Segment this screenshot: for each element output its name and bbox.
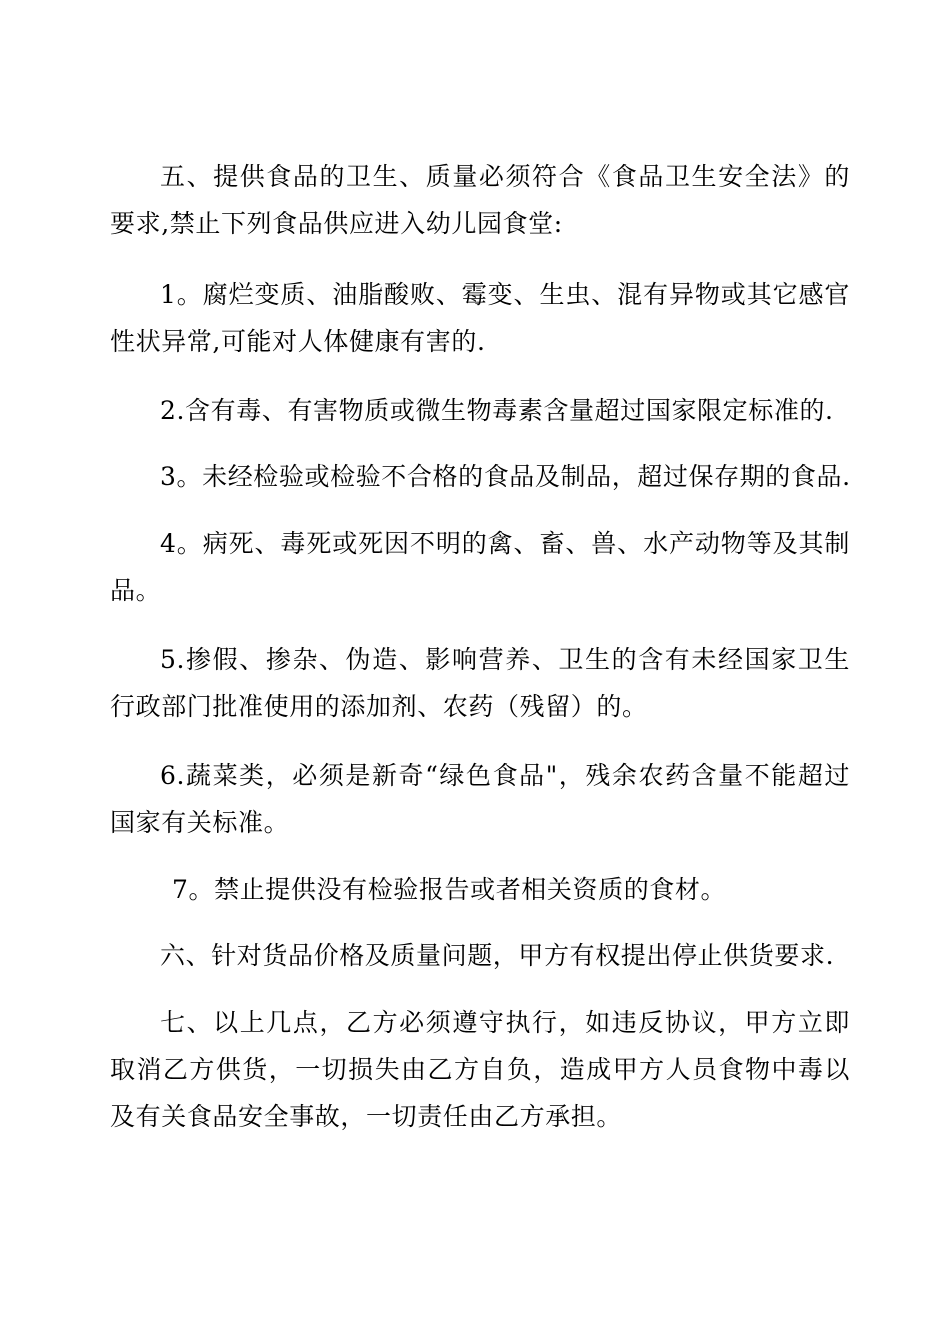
paragraph-clause-5: 五、提供食品的卫生、质量必须符合《食品卫生安全法》的要求,禁止下列食品供应进入幼儿园食堂: — [110, 162, 850, 238]
paragraph-item-2: 2.含有毒、有害物质或微生物毒素含量超过国家限定标准的. — [160, 396, 834, 425]
paragraph-item-1: 1。腐烂变质、油脂酸败、霉变、生虫、混有异物或其它感官性状异常,可能对人体健康有害的. — [110, 280, 850, 356]
paragraph-item-6: 6.蔬菜类，必须是新奇“绿色食品"，残余农药含量不能超过国家有关标准。 — [110, 761, 850, 837]
paragraph-item-3: 3。未经检验或检验不合格的食品及制品，超过保存期的食品. — [160, 462, 851, 491]
paragraph-clause-7: 七、以上几点，乙方必须遵守执行，如违反协议，甲方立即取消乙方供货，一切损失由乙方自负，造成甲方人员食物中毒以及有关食品安全事故，一切责任由乙方承担。 — [110, 1008, 850, 1131]
paragraph-item-4: 4。病死、毒死或死因不明的禽、畜、兽、水产动物等及其制品。 — [110, 529, 850, 605]
paragraph-item-7: 7。禁止提供没有检验报告或者相关资质的食材。 — [172, 875, 727, 904]
paragraph-item-5: 5.掺假、掺杂、伪造、影响营养、卫生的含有未经国家卫生行政部门批准使用的添加剂、农药（残留）的。 — [110, 645, 850, 721]
paragraph-clause-6: 六、针对货品价格及质量问题，甲方有权提出停止供货要求. — [160, 941, 835, 970]
